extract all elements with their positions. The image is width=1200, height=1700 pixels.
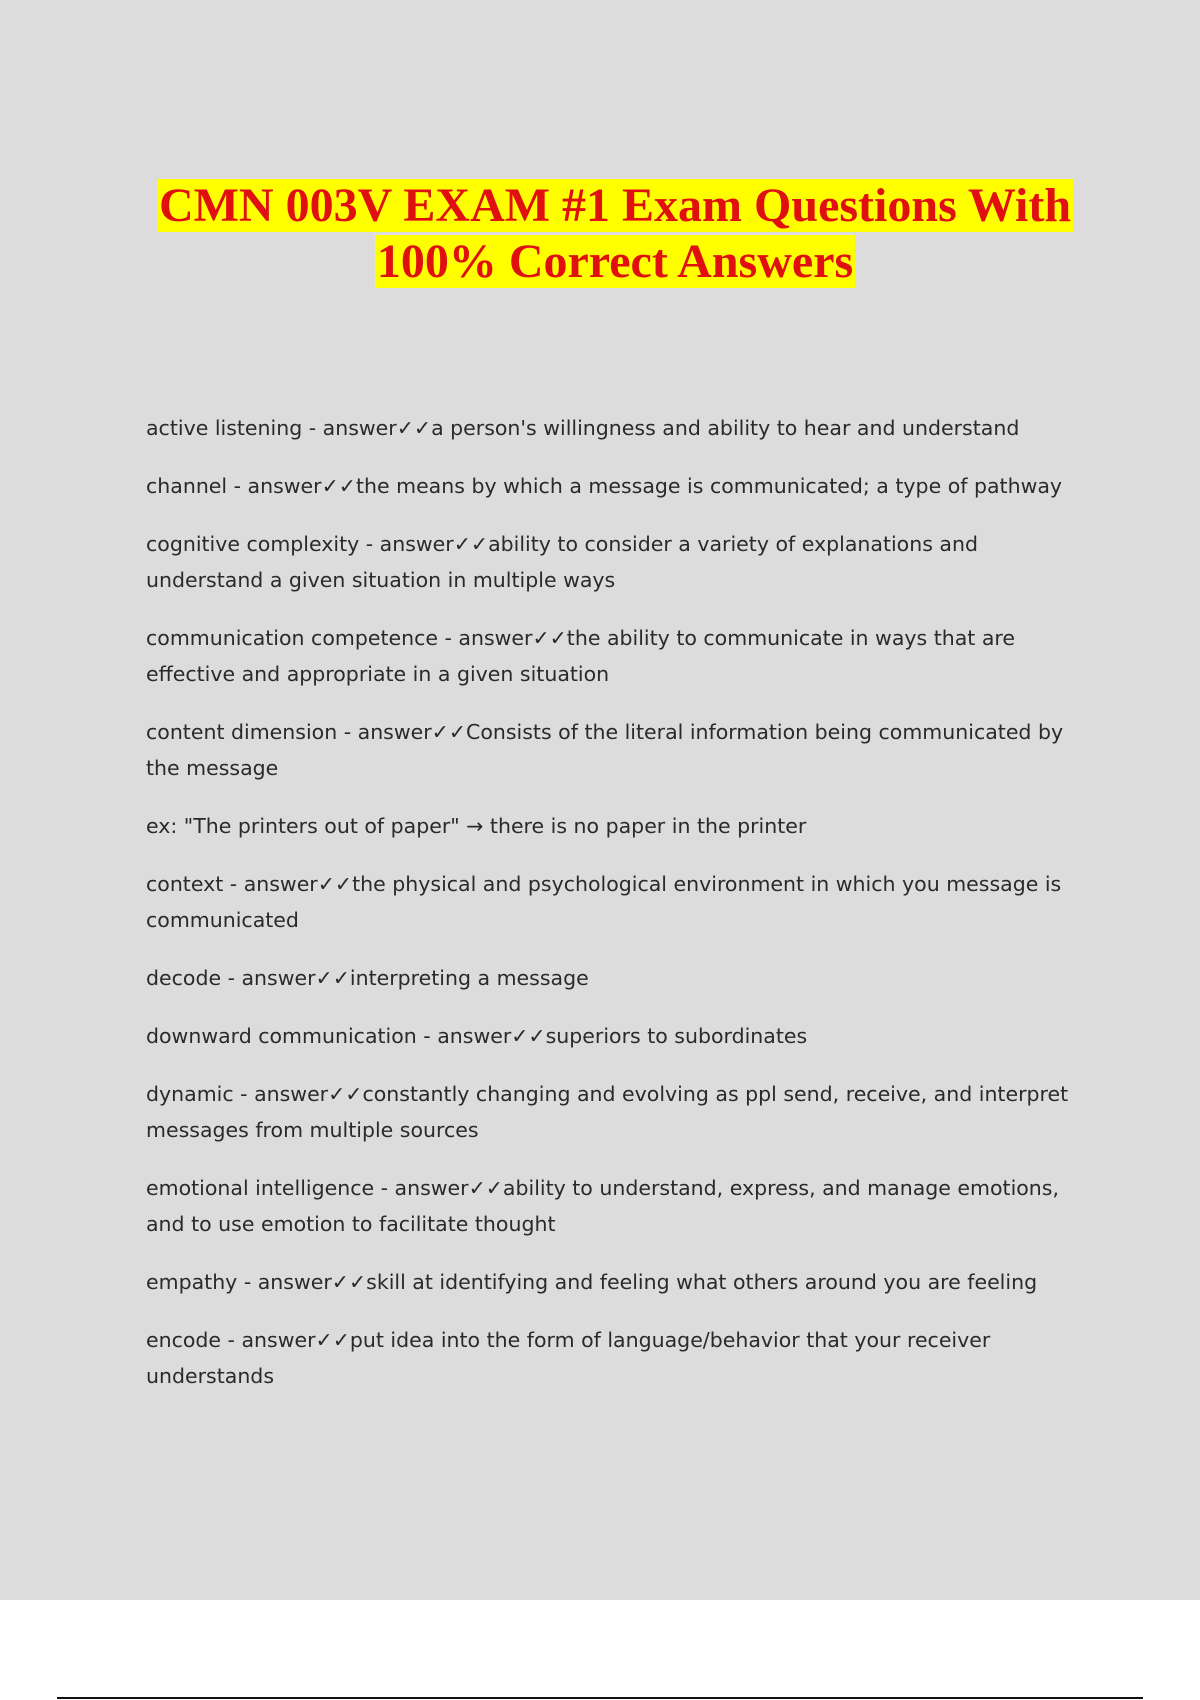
title-line-1: CMN 003V EXAM #1 Exam Questions With <box>158 179 1072 232</box>
qa-item: cognitive complexity - answer✓✓ability to consider a variety of explanations and understand a given situation in multiple ways <box>146 532 978 592</box>
qa-list <box>146 410 1086 1416</box>
qa-item: channel - answer✓✓the means by which a message is communicated; a type of pathway <box>146 474 1063 498</box>
qa-item: decode - answer✓✓interpreting a message <box>146 966 589 990</box>
qa-item: empathy - answer✓✓skill at identifying and feeling what others around you are feeling <box>146 1270 1038 1294</box>
qa-item: emotional intelligence - answer✓✓ability to understand, express, and manage emotions, and to use emotion to facilitate thought <box>146 1176 1060 1236</box>
qa-item: communication competence - answer✓✓the ability to communicate in ways that are effective and appropriate in a given situation <box>146 626 1016 686</box>
qa-item: context - answer✓✓the physical and psychological environment in which you message is communicated <box>146 872 1062 932</box>
title-line-2: 100% Correct Answers <box>376 235 854 288</box>
document-title <box>130 178 1100 290</box>
qa-item: dynamic - answer✓✓constantly changing and evolving as ppl send, receive, and interpret messages from multiple sources <box>146 1082 1069 1142</box>
qa-example: ex: "The printers out of paper" → there is no paper in the printer <box>146 814 807 838</box>
qa-item: encode - answer✓✓put idea into the form of language/behavior that your receiver understands <box>146 1328 991 1388</box>
footer-divider <box>57 1697 1143 1699</box>
qa-item: active listening - answer✓✓a person's willingness and ability to hear and understand <box>146 416 1020 440</box>
qa-item: content dimension - answer✓✓Consists of the literal information being communicated by the message <box>146 720 1064 780</box>
qa-item: downward communication - answer✓✓superiors to subordinates <box>146 1024 808 1048</box>
